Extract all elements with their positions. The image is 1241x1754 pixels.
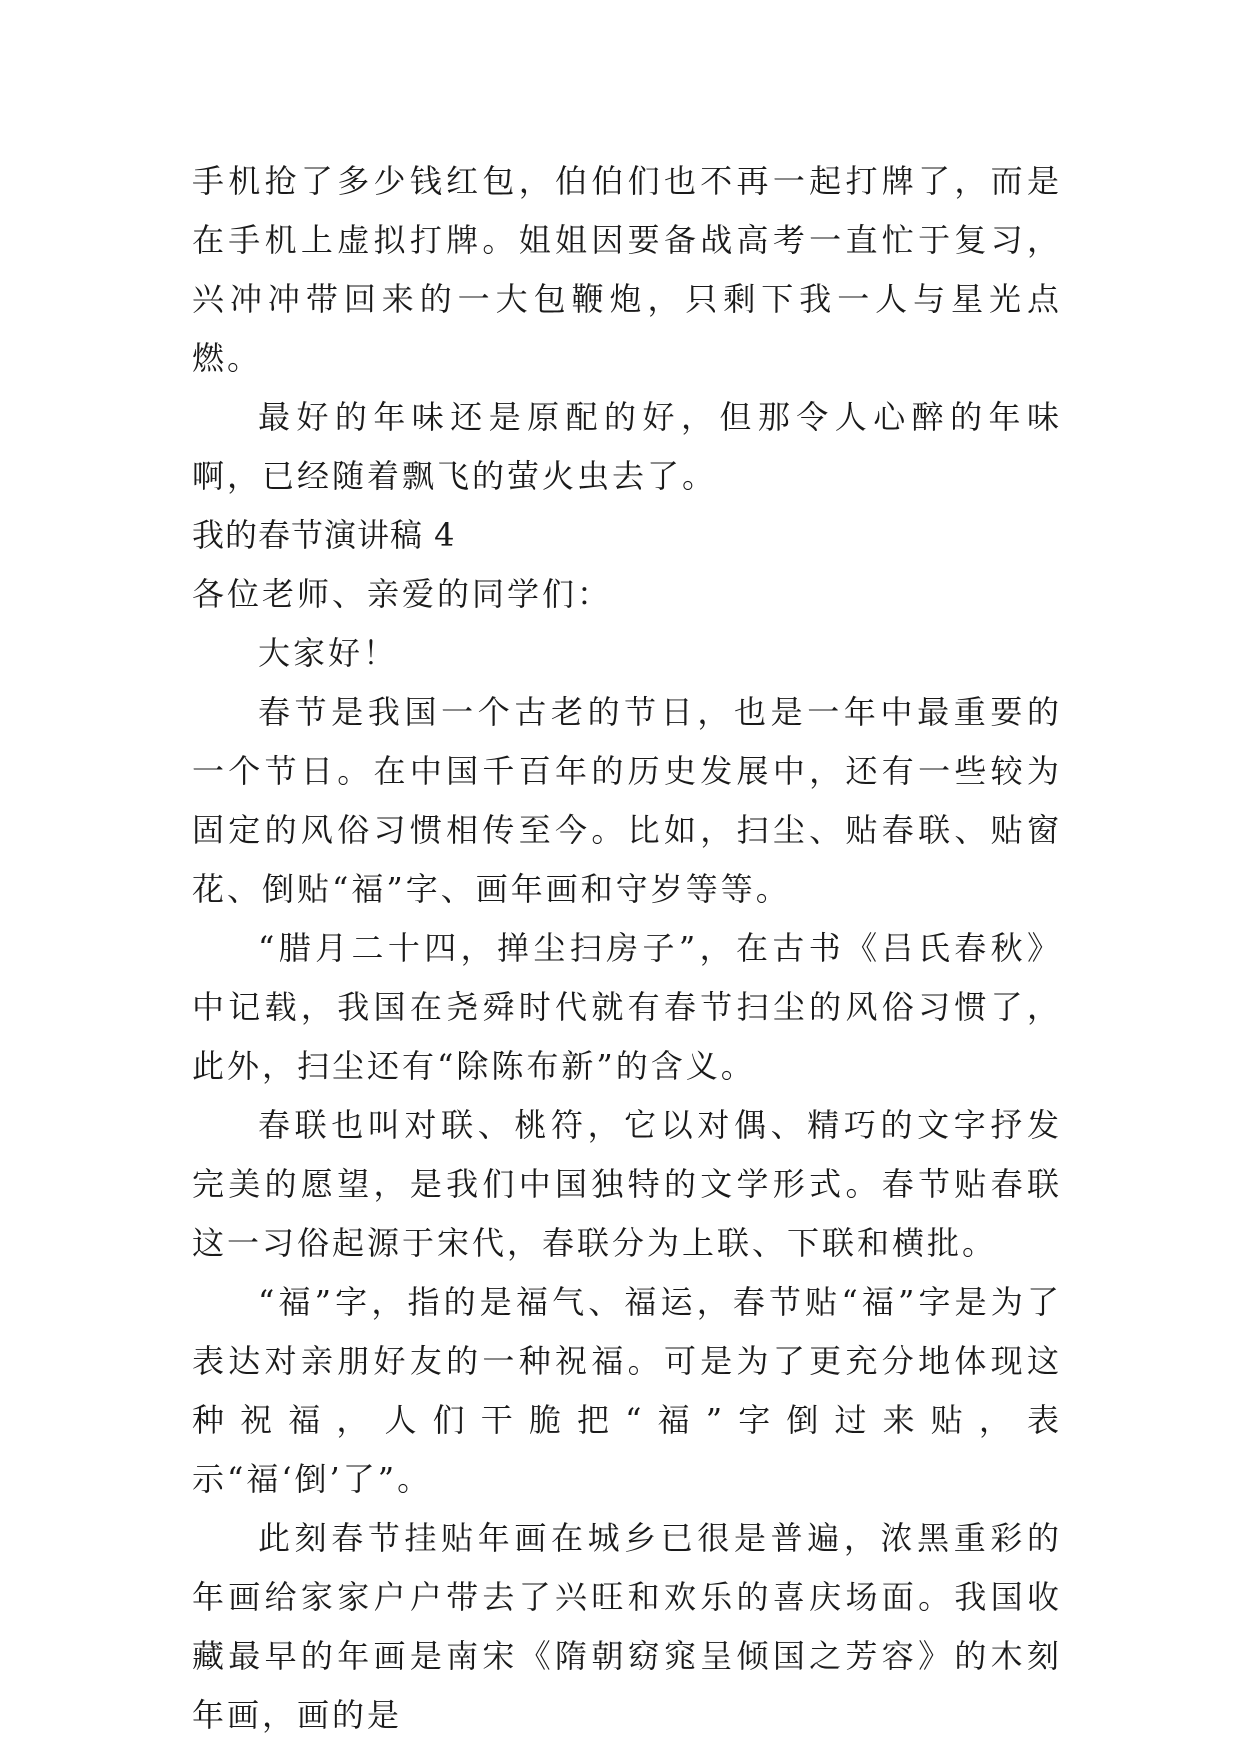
paragraph-fu-character: “福”字，指的是福气、福运，春节贴“福”字是为了表达对亲朋好友的一种祝福。可是为了更充分地体现这种祝福，人们干脆把“福”字倒过来贴，表示“福‘倒’了”。: [192, 1283, 1062, 1498]
paragraph-nostalgia: 最好的年味还是原配的好，但那令人心醉的年味啊，已经随着飘飞的萤火虫去了。: [192, 398, 1062, 495]
paragraph-spring-festival: 春节是我国一个古老的节日，也是一年中最重要的一个节日。在中国千百年的历史发展中，还有一些较为固定的风俗习惯相传至今。比如，扫尘、贴春联、贴窗花、倒贴“福”字、画年画和守岁等等。: [192, 693, 1062, 908]
section-heading: 我的春节演讲稿 4: [192, 516, 456, 554]
paragraph-couplets: 春联也叫对联、桃符，它以对偶、精巧的文字抒发完美的愿望，是我们中国独特的文学形式。春节贴春联这一习俗起源于宋代，春联分为上联、下联和横批。: [192, 1106, 1062, 1262]
greeting: 大家好！: [258, 634, 399, 672]
paragraph-continuation: 手机抢了多少钱红包，伯伯们也不再一起打牌了，而是在手机上虚拟打牌。姐姐因要备战高考一直忙于复习，兴冲冲带回来的一大包鞭炮，只剩下我一人与星光点燃。: [192, 162, 1062, 377]
paragraph-sweeping: “腊月二十四，掸尘扫房子”，在古书《吕氏春秋》中记载，我国在尧舜时代就有春节扫尘的风俗习惯了，此外，扫尘还有“除陈布新”的含义。: [192, 929, 1062, 1085]
salutation: 各位老师、亲爱的同学们：: [192, 575, 613, 613]
paragraph-new-year-paintings: 此刻春节挂贴年画在城乡已很是普遍，浓黑重彩的年画给家家户户带去了兴旺和欢乐的喜庆场面。我国收藏最早的年画是南宋《隋朝窈窕呈倾国之芳容》的木刻年画，画的是: [192, 1519, 1062, 1734]
document-body: [192, 152, 1062, 1745]
